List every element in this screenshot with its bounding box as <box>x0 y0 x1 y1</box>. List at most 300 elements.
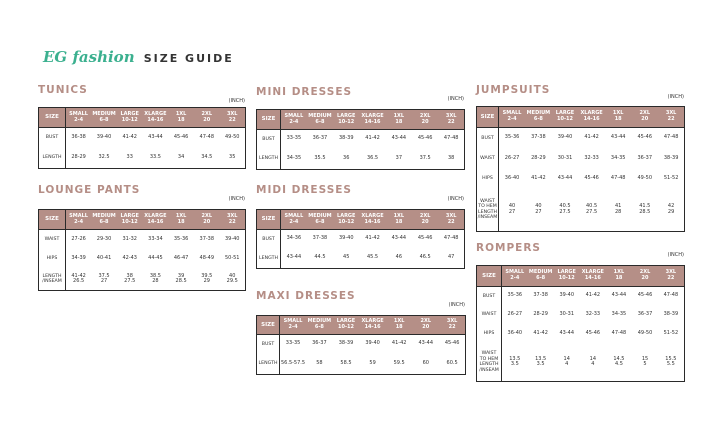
unit-label: (INCH) <box>228 98 245 104</box>
cell-line: 1XL <box>613 269 625 276</box>
table-row <box>257 335 466 354</box>
cell-line: 32-33 <box>584 154 599 161</box>
cell-line: 34-35 <box>611 311 627 318</box>
table-cell <box>525 128 552 149</box>
table-cell <box>143 230 169 250</box>
table-row <box>257 354 466 375</box>
cell-line: 2XL <box>201 212 213 219</box>
table-cell <box>578 189 605 232</box>
size-column-header <box>117 210 143 230</box>
size-table <box>38 209 246 291</box>
cell-line: 18 <box>614 116 622 122</box>
size-column-header <box>280 316 307 335</box>
table-cell <box>502 325 528 344</box>
size-column-header <box>412 316 439 335</box>
cell-line: 41-42 <box>533 330 548 337</box>
table-cell <box>220 230 246 250</box>
size-column-header <box>658 107 685 128</box>
table-cell <box>552 149 579 169</box>
table-cell <box>168 230 194 250</box>
size-column-header <box>281 210 307 230</box>
table-cell <box>91 148 117 169</box>
table-cell <box>91 230 117 250</box>
cell-line: 42 <box>667 203 675 209</box>
cell-line: 37-38 <box>531 134 546 141</box>
table-cell <box>91 250 117 269</box>
cell-line: 45-46 <box>637 292 653 299</box>
header-row <box>257 110 465 130</box>
table-cell <box>194 269 220 291</box>
table-cell <box>333 130 359 149</box>
cell-line: 41 <box>614 203 622 209</box>
size-header-cell <box>257 110 281 130</box>
cell-line: 22 <box>447 218 455 225</box>
header-row <box>477 266 685 287</box>
row-label <box>477 287 502 306</box>
cell-line: LENGTH <box>478 209 497 215</box>
cell-line: 27.5 <box>559 208 571 215</box>
cell-line: 49-50 <box>637 174 653 181</box>
cell-line: SIZE <box>480 113 495 120</box>
size-table <box>476 265 685 382</box>
cell-line: HIPS <box>483 331 495 337</box>
section-maxi-dresses <box>256 290 465 376</box>
cell-line: 14.5 <box>613 355 625 362</box>
size-column-header <box>499 107 526 128</box>
cell-line: 51-52 <box>663 330 679 337</box>
size-column-header <box>333 110 359 130</box>
cell-line: 38-39 <box>663 154 679 161</box>
cell-line: 39 <box>177 272 185 279</box>
unit-label: (INCH) <box>667 94 684 100</box>
row-label <box>477 344 502 382</box>
table-cell <box>499 128 526 149</box>
cell-line: 10-12 <box>558 275 575 281</box>
cell-line: XLARGE <box>361 318 384 325</box>
size-column-header <box>194 210 220 230</box>
header-row <box>257 316 466 335</box>
table-cell <box>631 128 658 149</box>
size-table <box>476 106 685 232</box>
cell-line: 20 <box>421 118 429 125</box>
table-cell <box>552 128 579 149</box>
unit-label: (INCH) <box>448 302 465 308</box>
cell-line: 37.5 <box>98 272 110 279</box>
cell-line: 18 <box>177 218 185 225</box>
cell-line: 46 <box>395 254 403 261</box>
section-title: ROMPERS <box>476 242 541 254</box>
cell-line: 2XL <box>201 110 213 117</box>
table-cell <box>525 149 552 169</box>
cell-line: 45-46 <box>417 135 433 142</box>
cell-line: 1XL <box>175 110 187 117</box>
size-column-header <box>386 316 413 335</box>
cell-line: 29 <box>667 208 675 215</box>
table-cell <box>578 149 605 169</box>
cell-line: 33-35 <box>285 340 301 347</box>
table-cell <box>554 344 580 382</box>
table-cell <box>220 148 246 169</box>
cell-line: 1XL <box>393 212 405 219</box>
row-label <box>257 335 280 354</box>
table-row <box>477 344 685 382</box>
cell-line: 22 <box>447 118 455 125</box>
table-cell <box>438 230 464 249</box>
table-cell <box>554 325 580 344</box>
table-cell <box>359 335 386 354</box>
size-column-header <box>66 108 92 128</box>
cell-line: 39-40 <box>365 340 380 347</box>
cell-line: XLARGE <box>361 212 384 219</box>
cell-line: 28.5 <box>175 278 187 285</box>
cell-line: SIZE <box>45 114 59 121</box>
size-column-header <box>525 107 552 128</box>
size-column-header <box>632 266 658 287</box>
cell-line: 27 <box>100 278 108 285</box>
cell-line: 6-8 <box>315 118 325 125</box>
cell-line: 36-38 <box>71 133 86 140</box>
cell-line: 59 <box>369 359 376 366</box>
cell-line: 30-31 <box>557 154 573 161</box>
row-label <box>477 149 499 169</box>
cell-line: 41-42 <box>585 292 601 299</box>
table-cell <box>525 189 552 232</box>
cell-line: 37-38 <box>312 235 328 242</box>
size-column-header <box>439 316 466 335</box>
size-table <box>256 315 466 375</box>
table-cell <box>499 169 526 189</box>
table-cell <box>605 189 632 232</box>
cell-line: 14 <box>589 355 597 362</box>
cell-line: 3XL <box>665 110 677 117</box>
cell-line: LENGTH <box>259 156 278 162</box>
cell-line: 2XL <box>420 318 432 325</box>
cell-line: MEDIUM <box>528 269 553 276</box>
cell-line: 18 <box>177 116 185 123</box>
size-header-cell <box>477 107 499 128</box>
table-cell <box>143 269 169 291</box>
cell-line: LARGE <box>120 110 139 117</box>
cell-line: SIZE <box>261 116 276 123</box>
table-cell <box>580 306 606 325</box>
cell-line: LARGE <box>557 269 576 276</box>
size-column-header <box>578 107 605 128</box>
row-label <box>477 189 499 232</box>
table-cell <box>386 149 412 170</box>
cell-line: 28 <box>152 278 159 285</box>
cell-line: 45 <box>343 254 350 261</box>
table-row <box>39 230 246 250</box>
cell-line: 49-50 <box>637 330 653 337</box>
table-row <box>257 249 465 269</box>
size-column-header <box>359 210 385 230</box>
cell-line: 14-16 <box>364 324 381 330</box>
cell-line: 33 <box>126 153 133 160</box>
cell-line: 36-37 <box>637 154 653 161</box>
size-table <box>38 107 246 169</box>
cell-line: HIPS <box>46 256 58 262</box>
cell-line: 2-4 <box>74 218 84 225</box>
cell-line: 3.5 <box>536 361 545 368</box>
table-row <box>477 149 685 169</box>
cell-line: 45-46 <box>444 340 460 347</box>
table-cell <box>412 335 439 354</box>
table-cell <box>220 269 246 291</box>
cell-line: 29 <box>203 278 210 285</box>
cell-line: XLARGE <box>581 269 604 276</box>
brand-logo: EG fashion <box>43 48 135 66</box>
cell-line: LARGE <box>337 212 356 219</box>
cell-line: SMALL <box>505 269 525 276</box>
table-row <box>39 250 246 269</box>
cell-line: 22 <box>667 116 675 122</box>
table-cell <box>580 325 606 344</box>
cell-line: 20 <box>203 218 211 225</box>
cell-line: 46.5 <box>419 254 431 261</box>
cell-line: 20 <box>641 275 649 281</box>
cell-line: 13.5 <box>509 355 521 362</box>
cell-line: 46-47 <box>173 255 189 262</box>
cell-line: 43-44 <box>148 133 163 140</box>
table-cell <box>502 344 528 382</box>
table-cell <box>554 287 580 306</box>
cell-line: 41-42 <box>71 272 86 279</box>
table-cell <box>606 344 632 382</box>
page-header <box>43 47 234 66</box>
cell-line: XLARGE <box>144 110 167 117</box>
table-cell <box>386 130 412 149</box>
size-column-header <box>658 266 684 287</box>
cell-line: SMALL <box>283 318 303 325</box>
table-cell <box>359 230 385 249</box>
cell-line: SIZE <box>261 321 275 328</box>
cell-line: 18 <box>395 118 403 125</box>
size-column-header <box>306 316 333 335</box>
cell-line: 36-40 <box>504 174 520 181</box>
cell-line: 10-12 <box>337 324 354 330</box>
cell-line: 35-36 <box>504 134 520 141</box>
cell-line: 47-48 <box>610 174 626 181</box>
cell-line: 40 <box>535 203 542 209</box>
cell-line: 41-42 <box>531 174 546 181</box>
cell-line: 37-38 <box>199 235 215 242</box>
cell-line: 2XL <box>639 269 651 276</box>
cell-line: 6-8 <box>314 324 324 330</box>
cell-line: 34-36 <box>286 235 302 242</box>
cell-line: 32.5 <box>98 153 110 160</box>
table-row <box>477 189 685 232</box>
table-row <box>257 149 465 170</box>
table-cell <box>280 354 307 375</box>
cell-line: 39-40 <box>224 235 240 242</box>
cell-line: 3XL <box>446 318 458 325</box>
cell-line: MEDIUM <box>307 318 332 325</box>
table-row <box>477 306 685 325</box>
cell-line: 47 <box>447 254 455 261</box>
cell-line: 45-46 <box>585 330 601 337</box>
cell-line: 37 <box>395 154 403 161</box>
size-column-header <box>359 316 386 335</box>
section-jumpsuits <box>476 84 684 234</box>
table-cell <box>632 287 658 306</box>
table-cell <box>580 287 606 306</box>
table-cell <box>307 149 333 170</box>
row-label <box>257 130 281 149</box>
cell-line: 33-34 <box>148 235 163 242</box>
table-cell <box>528 325 554 344</box>
size-column-header <box>168 108 194 128</box>
size-table <box>256 109 465 170</box>
size-column-header <box>220 108 246 128</box>
cell-line: 28.5 <box>639 208 651 215</box>
table-cell <box>528 306 554 325</box>
cell-line: BUST <box>482 293 496 299</box>
section-midi-dresses <box>256 184 464 270</box>
cell-line: 43-44 <box>418 340 434 347</box>
cell-line: 41-42 <box>122 133 137 140</box>
cell-line: 43-44 <box>391 235 407 242</box>
table-cell <box>117 148 143 169</box>
cell-line: 45-46 <box>417 235 433 242</box>
size-column-header <box>143 108 169 128</box>
table-cell <box>632 325 658 344</box>
cell-line: 50-51 <box>224 255 240 262</box>
size-column-header <box>605 107 632 128</box>
table-cell <box>439 335 466 354</box>
cell-line: 5.5 <box>666 361 675 368</box>
table-cell <box>281 249 307 269</box>
unit-label: (INCH) <box>667 252 684 258</box>
cell-line: 45-46 <box>637 134 653 141</box>
section-mini-dresses <box>256 86 464 174</box>
table-cell <box>552 189 579 232</box>
cell-line: 45-46 <box>584 174 599 181</box>
table-cell <box>658 287 684 306</box>
table-cell <box>632 344 658 382</box>
size-column-header <box>168 210 194 230</box>
size-column-header <box>359 110 385 130</box>
table-cell <box>194 230 220 250</box>
cell-line: 38 <box>126 272 133 279</box>
cell-line: WAIST <box>44 237 60 243</box>
cell-line: 47-48 <box>199 133 215 140</box>
table-cell <box>168 269 194 291</box>
cell-line: 27-26 <box>71 235 86 242</box>
table-row <box>477 128 685 149</box>
size-column-header <box>386 110 412 130</box>
cell-line: 39-40 <box>96 133 112 140</box>
table-cell <box>499 149 526 169</box>
cell-line: 4 <box>591 361 595 368</box>
cell-line: LARGE <box>336 318 356 325</box>
table-cell <box>66 230 92 250</box>
table-cell <box>281 230 307 249</box>
cell-line: 43-44 <box>559 330 574 337</box>
cell-line: 48-49 <box>199 255 215 262</box>
size-column-header <box>91 108 117 128</box>
size-table <box>256 209 465 269</box>
table-cell <box>502 287 528 306</box>
header-row <box>39 108 246 128</box>
table-cell <box>658 169 685 189</box>
table-cell <box>605 128 632 149</box>
table-cell <box>412 230 438 249</box>
cell-line: BUST <box>262 136 275 142</box>
table-cell <box>281 149 307 170</box>
table-cell <box>606 287 632 306</box>
row-label <box>477 306 502 325</box>
cell-line: 20 <box>641 116 649 122</box>
cell-line: 36-40 <box>507 330 523 337</box>
cell-line: 35-36 <box>173 235 189 242</box>
row-label <box>477 325 502 344</box>
cell-line: 28 <box>614 208 622 215</box>
table-cell <box>168 128 194 148</box>
table-cell <box>528 287 554 306</box>
table-cell <box>658 344 684 382</box>
cell-line: 30-31 <box>559 311 574 318</box>
table-cell <box>631 189 658 232</box>
cell-line: TO HEM <box>478 204 497 210</box>
table-cell <box>306 335 333 354</box>
cell-line: 6-8 <box>99 116 109 123</box>
table-row <box>477 169 685 189</box>
table-cell <box>386 230 412 249</box>
size-column-header <box>281 110 307 130</box>
cell-line: LENGTH <box>42 273 62 279</box>
cell-line: 14-16 <box>583 116 600 122</box>
cell-line: 10-12 <box>556 116 573 122</box>
table-cell <box>91 269 117 291</box>
cell-line: 38-39 <box>338 340 354 347</box>
cell-line: 1XL <box>393 112 405 119</box>
size-column-header <box>528 266 554 287</box>
section-lounge-pants <box>38 184 245 294</box>
cell-line: 2XL <box>639 110 651 117</box>
cell-line: 14-16 <box>364 218 381 225</box>
cell-line: 14-16 <box>584 275 601 281</box>
cell-line: 39-40 <box>557 134 573 141</box>
cell-line: MEDIUM <box>526 110 551 117</box>
cell-line: 2XL <box>419 112 431 119</box>
row-label <box>257 354 280 375</box>
table-row <box>39 148 246 169</box>
row-label <box>39 250 66 269</box>
table-cell <box>117 269 143 291</box>
row-label <box>257 249 281 269</box>
cell-line: 39-40 <box>559 292 574 299</box>
cell-line: 44-45 <box>148 255 163 262</box>
cell-line: WAIST <box>480 198 495 204</box>
cell-line: 27.5 <box>124 278 136 285</box>
size-column-header <box>631 107 658 128</box>
cell-line: 14-16 <box>364 118 381 125</box>
table-cell <box>412 354 439 375</box>
cell-line: 10-12 <box>121 218 138 225</box>
cell-line: 59.5 <box>393 359 405 366</box>
table-cell <box>438 149 464 170</box>
cell-line: 2-4 <box>289 118 299 125</box>
cell-line: MEDIUM <box>92 110 116 117</box>
cell-line: 34-39 <box>71 255 86 262</box>
table-cell <box>359 130 385 149</box>
cell-line: 2-4 <box>288 324 298 330</box>
size-column-header <box>552 107 579 128</box>
cell-line: 47-48 <box>443 235 459 242</box>
table-row <box>477 325 685 344</box>
table-cell <box>632 306 658 325</box>
cell-line: 33-35 <box>286 135 302 142</box>
